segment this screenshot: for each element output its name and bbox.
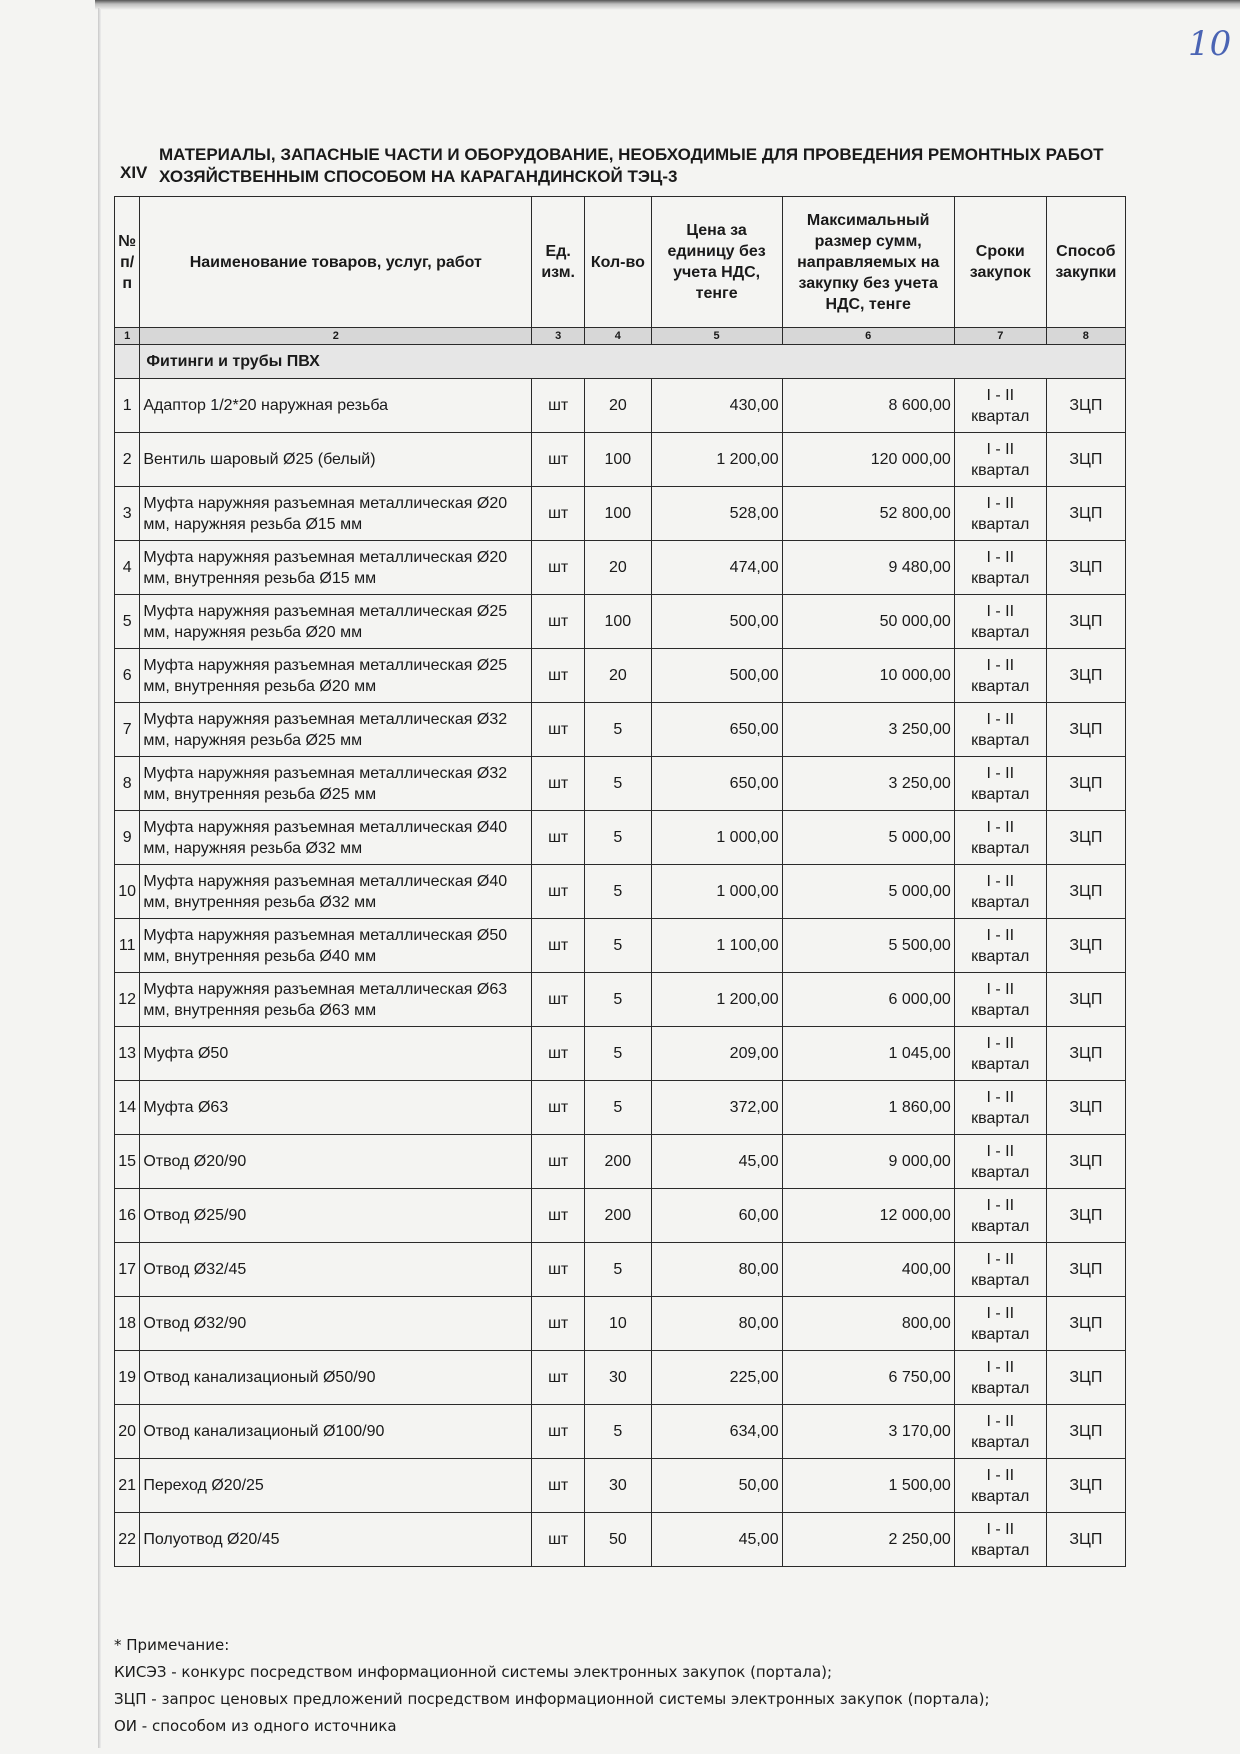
note-zcp: ЗЦП - запрос ценовых предложений посредством информационной системы электронных закупок (портала); <box>114 1690 990 1708</box>
procurement-term-cell: I - II квартал <box>954 649 1046 703</box>
column-number: 6 <box>782 328 954 345</box>
item-name: Муфта наружняя разъемная металлическая Ø32 мм, внутренняя резьба Ø25 мм <box>140 757 532 811</box>
item-name: Муфта Ø50 <box>140 1027 532 1081</box>
row-number: 15 <box>115 1135 140 1189</box>
max-sum-cell: 3 250,00 <box>782 703 954 757</box>
procurement-method-cell: ЗЦП <box>1046 703 1125 757</box>
unit-cell: шт <box>532 433 585 487</box>
row-number: 14 <box>115 1081 140 1135</box>
item-name: Муфта наружняя разъемная металлическая Ø40 мм, внутренняя резьба Ø32 мм <box>140 865 532 919</box>
unit-price-cell: 45,00 <box>651 1513 782 1567</box>
unit-cell: шт <box>532 487 585 541</box>
procurement-term-cell: I - II квартал <box>954 811 1046 865</box>
table-row <box>115 973 1126 1027</box>
procurement-method-cell: ЗЦП <box>1046 1189 1125 1243</box>
quantity-cell: 20 <box>585 649 652 703</box>
unit-price-cell: 430,00 <box>651 379 782 433</box>
procurement-term-cell: I - II квартал <box>954 703 1046 757</box>
procurement-method-cell: ЗЦП <box>1046 1297 1125 1351</box>
scan-top-edge <box>95 0 1240 10</box>
unit-cell: шт <box>532 865 585 919</box>
col-header-number: № п/п <box>115 197 140 328</box>
scan-left-edge <box>98 8 101 1748</box>
item-name: Отвод Ø25/90 <box>140 1189 532 1243</box>
row-number: 16 <box>115 1189 140 1243</box>
procurement-method-cell: ЗЦП <box>1046 1135 1125 1189</box>
max-sum-cell: 9 000,00 <box>782 1135 954 1189</box>
unit-cell: шт <box>532 649 585 703</box>
col-header-max-sum: Максимальный размер сумм, направляемых на закупку без учета НДС, тенге <box>782 197 954 328</box>
quantity-cell: 5 <box>585 1081 652 1135</box>
item-name: Переход Ø20/25 <box>140 1459 532 1513</box>
note-heading: * Примечание: <box>114 1636 230 1654</box>
unit-cell: шт <box>532 1297 585 1351</box>
quantity-cell: 5 <box>585 865 652 919</box>
quantity-cell: 5 <box>585 1243 652 1297</box>
column-number: 5 <box>651 328 782 345</box>
col-header-quantity: Кол-во <box>585 197 652 328</box>
procurement-term-cell: I - II квартал <box>954 433 1046 487</box>
table-row <box>115 595 1126 649</box>
max-sum-cell: 5 500,00 <box>782 919 954 973</box>
quantity-cell: 5 <box>585 1027 652 1081</box>
unit-cell: шт <box>532 811 585 865</box>
max-sum-cell: 1 500,00 <box>782 1459 954 1513</box>
unit-price-cell: 1 000,00 <box>651 865 782 919</box>
table-row <box>115 1027 1126 1081</box>
col-header-method: Способ закупки <box>1046 197 1125 328</box>
table-row <box>115 811 1126 865</box>
unit-price-cell: 45,00 <box>651 1135 782 1189</box>
unit-price-cell: 500,00 <box>651 649 782 703</box>
quantity-cell: 5 <box>585 703 652 757</box>
group-row-spacer <box>115 345 140 379</box>
unit-cell: шт <box>532 973 585 1027</box>
footnotes <box>114 1632 1114 1740</box>
procurement-term-cell: I - II квартал <box>954 1513 1046 1567</box>
unit-price-cell: 474,00 <box>651 541 782 595</box>
unit-cell: шт <box>532 1081 585 1135</box>
procurement-term-cell: I - II квартал <box>954 973 1046 1027</box>
col-header-unit-price: Цена за единицу без учета НДС, тенге <box>651 197 782 328</box>
table-row <box>115 1189 1126 1243</box>
row-number: 5 <box>115 595 140 649</box>
column-number: 3 <box>532 328 585 345</box>
unit-price-cell: 50,00 <box>651 1459 782 1513</box>
row-number: 18 <box>115 1297 140 1351</box>
item-name: Полуотвод Ø20/45 <box>140 1513 532 1567</box>
procurement-term-cell: I - II квартал <box>954 1459 1046 1513</box>
procurement-method-cell: ЗЦП <box>1046 919 1125 973</box>
max-sum-cell: 120 000,00 <box>782 433 954 487</box>
row-number: 19 <box>115 1351 140 1405</box>
procurement-method-cell: ЗЦП <box>1046 649 1125 703</box>
unit-price-cell: 650,00 <box>651 757 782 811</box>
row-number: 8 <box>115 757 140 811</box>
procurement-method-cell: ЗЦП <box>1046 487 1125 541</box>
unit-cell: шт <box>532 1459 585 1513</box>
unit-cell: шт <box>532 1189 585 1243</box>
quantity-cell: 30 <box>585 1459 652 1513</box>
item-name: Муфта наружняя разъемная металлическая Ø40 мм, наружняя резьба Ø32 мм <box>140 811 532 865</box>
column-number: 4 <box>585 328 652 345</box>
header-row <box>115 197 1126 328</box>
table-row <box>115 1297 1126 1351</box>
unit-cell: шт <box>532 919 585 973</box>
quantity-cell: 20 <box>585 541 652 595</box>
section-title: МАТЕРИАЛЫ, ЗАПАСНЫЕ ЧАСТИ И ОБОРУДОВАНИЕ, НЕОБХОДИМЫЕ ДЛЯ ПРОВЕДЕНИЯ РЕМОНТНЫХ РАБОТ ХОЗЯЙСТВЕННЫМ СПОСОБОМ НА КАРАГАНДИНСКОЙ ТЭЦ-3 <box>159 145 1104 186</box>
table-row <box>115 379 1126 433</box>
unit-cell: шт <box>532 1405 585 1459</box>
quantity-cell: 5 <box>585 811 652 865</box>
quantity-cell: 20 <box>585 379 652 433</box>
table-row <box>115 757 1126 811</box>
max-sum-cell: 8 600,00 <box>782 379 954 433</box>
quantity-cell: 10 <box>585 1297 652 1351</box>
procurement-method-cell: ЗЦП <box>1046 595 1125 649</box>
quantity-cell: 200 <box>585 1189 652 1243</box>
col-header-name: Наименование товаров, услуг, работ <box>140 197 532 328</box>
row-number: 22 <box>115 1513 140 1567</box>
procurement-method-cell: ЗЦП <box>1046 865 1125 919</box>
item-name: Муфта наружняя разъемная металлическая Ø32 мм, наружняя резьба Ø25 мм <box>140 703 532 757</box>
column-number: 2 <box>140 328 532 345</box>
column-number-row <box>115 328 1126 345</box>
procurement-method-cell: ЗЦП <box>1046 1405 1125 1459</box>
quantity-cell: 100 <box>585 433 652 487</box>
procurement-method-cell: ЗЦП <box>1046 1243 1125 1297</box>
unit-cell: шт <box>532 757 585 811</box>
row-number: 7 <box>115 703 140 757</box>
table-row <box>115 1081 1126 1135</box>
procurement-term-cell: I - II квартал <box>954 487 1046 541</box>
row-number: 17 <box>115 1243 140 1297</box>
group-title: Фитинги и трубы ПВХ <box>140 345 1126 379</box>
table-row <box>115 1135 1126 1189</box>
column-number: 7 <box>954 328 1046 345</box>
quantity-cell: 50 <box>585 1513 652 1567</box>
procurement-term-cell: I - II квартал <box>954 1297 1046 1351</box>
unit-price-cell: 225,00 <box>651 1351 782 1405</box>
table-row <box>115 487 1126 541</box>
unit-price-cell: 500,00 <box>651 595 782 649</box>
quantity-cell: 30 <box>585 1351 652 1405</box>
note-kisez: КИСЭЗ - конкурс посредством информационной системы электронных закупок (портала); <box>114 1663 833 1681</box>
note-oi: ОИ - способом из одного источника <box>114 1717 397 1735</box>
table-row <box>115 1459 1126 1513</box>
unit-price-cell: 1 000,00 <box>651 811 782 865</box>
table-row <box>115 1513 1126 1567</box>
row-number: 2 <box>115 433 140 487</box>
procurement-term-cell: I - II квартал <box>954 1027 1046 1081</box>
column-number: 1 <box>115 328 140 345</box>
unit-price-cell: 1 200,00 <box>651 973 782 1027</box>
unit-price-cell: 1 200,00 <box>651 433 782 487</box>
procurement-term-cell: I - II квартал <box>954 1243 1046 1297</box>
table-row <box>115 919 1126 973</box>
procurement-term-cell: I - II квартал <box>954 1351 1046 1405</box>
item-name: Муфта наружняя разъемная металлическая Ø50 мм, внутренняя резьба Ø40 мм <box>140 919 532 973</box>
max-sum-cell: 3 250,00 <box>782 757 954 811</box>
item-name: Муфта наружняя разъемная металлическая Ø25 мм, внутренняя резьба Ø20 мм <box>140 649 532 703</box>
procurement-term-cell: I - II квартал <box>954 595 1046 649</box>
unit-price-cell: 80,00 <box>651 1297 782 1351</box>
procurement-term-cell: I - II квартал <box>954 1135 1046 1189</box>
row-number: 3 <box>115 487 140 541</box>
max-sum-cell: 12 000,00 <box>782 1189 954 1243</box>
procurement-term-cell: I - II квартал <box>954 757 1046 811</box>
col-header-unit: Ед. изм. <box>532 197 585 328</box>
procurement-method-cell: ЗЦП <box>1046 1513 1125 1567</box>
procurement-method-cell: ЗЦП <box>1046 1081 1125 1135</box>
item-name: Отвод канализационый Ø100/90 <box>140 1405 532 1459</box>
procurement-term-cell: I - II квартал <box>954 1189 1046 1243</box>
item-name: Адаптор 1/2*20 наружная резьба <box>140 379 532 433</box>
max-sum-cell: 52 800,00 <box>782 487 954 541</box>
group-row <box>115 345 1126 379</box>
procurement-method-cell: ЗЦП <box>1046 1351 1125 1405</box>
unit-cell: шт <box>532 1135 585 1189</box>
row-number: 11 <box>115 919 140 973</box>
procurement-term-cell: I - II квартал <box>954 541 1046 595</box>
table-row <box>115 649 1126 703</box>
max-sum-cell: 6 750,00 <box>782 1351 954 1405</box>
max-sum-cell: 1 045,00 <box>782 1027 954 1081</box>
unit-price-cell: 80,00 <box>651 1243 782 1297</box>
item-name: Муфта наружняя разъемная металлическая Ø25 мм, наружняя резьба Ø20 мм <box>140 595 532 649</box>
section-number: XIV <box>120 163 148 182</box>
handwritten-page-number: 10 <box>1188 24 1232 64</box>
unit-cell: шт <box>532 1513 585 1567</box>
row-number: 9 <box>115 811 140 865</box>
item-name: Отвод Ø32/45 <box>140 1243 532 1297</box>
unit-cell: шт <box>532 1243 585 1297</box>
max-sum-cell: 2 250,00 <box>782 1513 954 1567</box>
quantity-cell: 5 <box>585 919 652 973</box>
unit-cell: шт <box>532 595 585 649</box>
unit-price-cell: 634,00 <box>651 1405 782 1459</box>
procurement-term-cell: I - II квартал <box>954 379 1046 433</box>
row-number: 12 <box>115 973 140 1027</box>
max-sum-cell: 3 170,00 <box>782 1405 954 1459</box>
unit-price-cell: 209,00 <box>651 1027 782 1081</box>
procurement-method-cell: ЗЦП <box>1046 433 1125 487</box>
procurement-method-cell: ЗЦП <box>1046 379 1125 433</box>
item-name: Вентиль шаровый Ø25 (белый) <box>140 433 532 487</box>
procurement-term-cell: I - II квартал <box>954 919 1046 973</box>
unit-cell: шт <box>532 703 585 757</box>
unit-cell: шт <box>532 1351 585 1405</box>
table-row <box>115 1351 1126 1405</box>
table-row <box>115 703 1126 757</box>
item-name: Отвод Ø20/90 <box>140 1135 532 1189</box>
unit-price-cell: 372,00 <box>651 1081 782 1135</box>
item-name: Муфта наружняя разъемная металлическая Ø20 мм, внутренняя резьба Ø15 мм <box>140 541 532 595</box>
row-number: 10 <box>115 865 140 919</box>
row-number: 20 <box>115 1405 140 1459</box>
procurement-method-cell: ЗЦП <box>1046 973 1125 1027</box>
procurement-method-cell: ЗЦП <box>1046 541 1125 595</box>
quantity-cell: 100 <box>585 487 652 541</box>
table-row <box>115 865 1126 919</box>
row-number: 1 <box>115 379 140 433</box>
unit-price-cell: 60,00 <box>651 1189 782 1243</box>
max-sum-cell: 1 860,00 <box>782 1081 954 1135</box>
procurement-method-cell: ЗЦП <box>1046 1027 1125 1081</box>
row-number: 4 <box>115 541 140 595</box>
quantity-cell: 5 <box>585 757 652 811</box>
item-name: Муфта Ø63 <box>140 1081 532 1135</box>
unit-price-cell: 650,00 <box>651 703 782 757</box>
max-sum-cell: 10 000,00 <box>782 649 954 703</box>
max-sum-cell: 50 000,00 <box>782 595 954 649</box>
max-sum-cell: 6 000,00 <box>782 973 954 1027</box>
item-name: Отвод канализационый Ø50/90 <box>140 1351 532 1405</box>
column-number: 8 <box>1046 328 1125 345</box>
quantity-cell: 200 <box>585 1135 652 1189</box>
max-sum-cell: 400,00 <box>782 1243 954 1297</box>
quantity-cell: 100 <box>585 595 652 649</box>
unit-cell: шт <box>532 1027 585 1081</box>
procurement-term-cell: I - II квартал <box>954 1405 1046 1459</box>
col-header-terms: Сроки закупок <box>954 197 1046 328</box>
table-row <box>115 433 1126 487</box>
max-sum-cell: 800,00 <box>782 1297 954 1351</box>
procurement-method-cell: ЗЦП <box>1046 1459 1125 1513</box>
item-name: Отвод Ø32/90 <box>140 1297 532 1351</box>
quantity-cell: 5 <box>585 973 652 1027</box>
item-name: Муфта наружняя разъемная металлическая Ø20 мм, наружняя резьба Ø15 мм <box>140 487 532 541</box>
table-row <box>115 1405 1126 1459</box>
procurement-method-cell: ЗЦП <box>1046 811 1125 865</box>
item-name: Муфта наружняя разъемная металлическая Ø63 мм, внутренняя резьба Ø63 мм <box>140 973 532 1027</box>
row-number: 21 <box>115 1459 140 1513</box>
row-number: 6 <box>115 649 140 703</box>
table-row <box>115 541 1126 595</box>
procurement-table <box>114 196 1126 1567</box>
quantity-cell: 5 <box>585 1405 652 1459</box>
row-number: 13 <box>115 1027 140 1081</box>
procurement-term-cell: I - II квартал <box>954 865 1046 919</box>
procurement-method-cell: ЗЦП <box>1046 757 1125 811</box>
unit-cell: шт <box>532 379 585 433</box>
max-sum-cell: 5 000,00 <box>782 865 954 919</box>
max-sum-cell: 5 000,00 <box>782 811 954 865</box>
unit-cell: шт <box>532 541 585 595</box>
max-sum-cell: 9 480,00 <box>782 541 954 595</box>
unit-price-cell: 528,00 <box>651 487 782 541</box>
unit-price-cell: 1 100,00 <box>651 919 782 973</box>
table-row <box>115 1243 1126 1297</box>
procurement-term-cell: I - II квартал <box>954 1081 1046 1135</box>
